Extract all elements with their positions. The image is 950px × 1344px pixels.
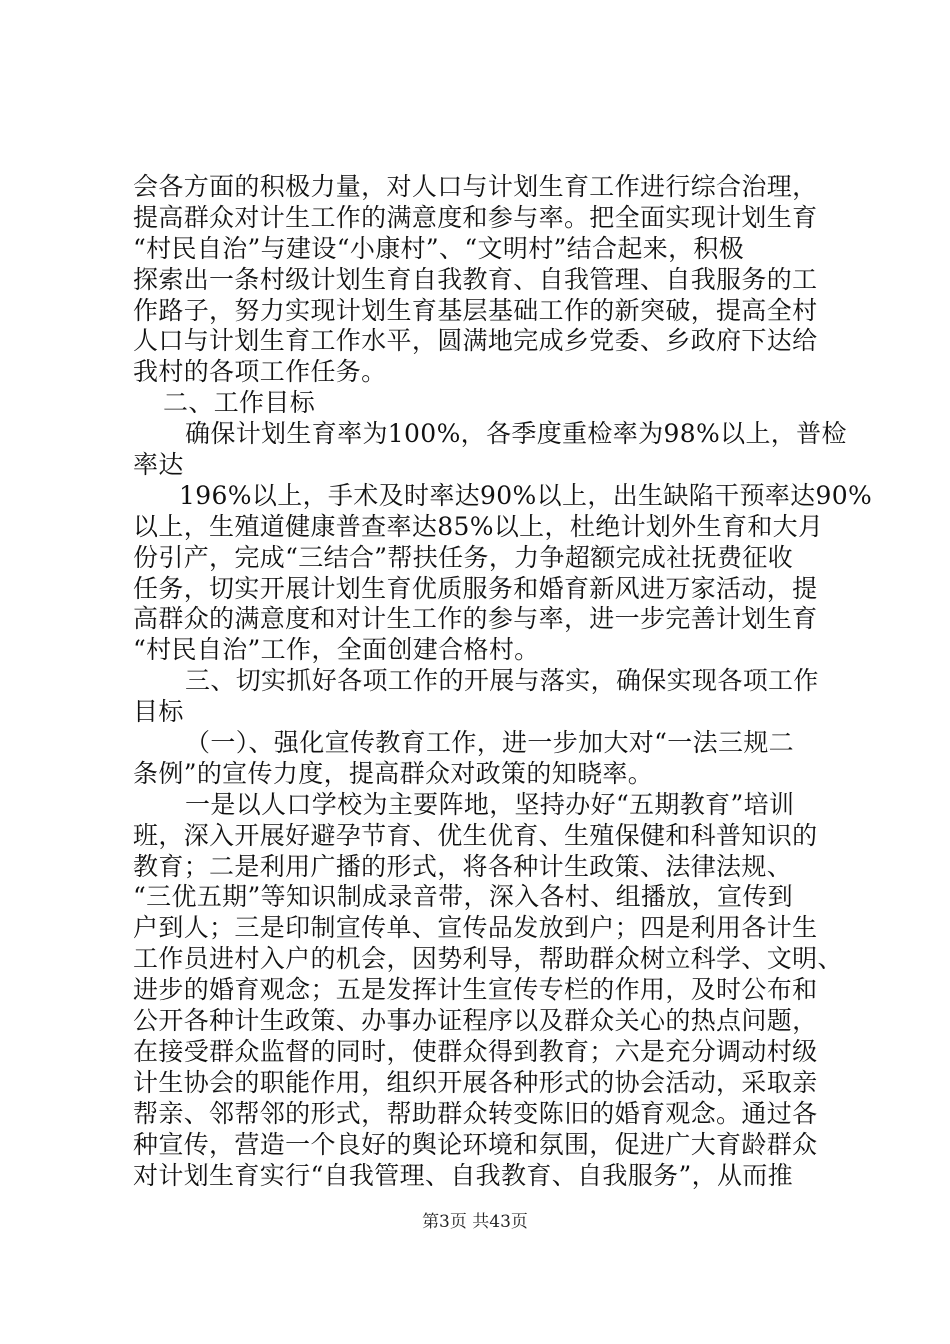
text-line: 计生协会的职能作用，组织开展各种形式的协会活动，采取亲 — [133, 1067, 818, 1097]
text-line: 二、工作目标 — [163, 388, 316, 418]
text-line: 教育；二是利用广播的形式，将各种计生政策、法律法规、 — [133, 851, 793, 881]
text-line: 人口与计划生育工作水平，圆满地完成乡党委、乡政府下达给 — [133, 326, 818, 356]
text-line: 进步的婚育观念；五是发挥计生宣传专栏的作用，及时公布和 — [133, 975, 818, 1005]
text-line: 以上，生殖道健康普查率达85%以上，杜绝计划外生育和大月 — [133, 511, 824, 541]
text-line: 份引产，完成“三结合”帮扶任务，力争超额完成社抚费征收 — [133, 542, 794, 572]
text-line: 条例”的宣传力度，提高群众对政策的知晓率。 — [133, 758, 654, 788]
text-line: 户到人；三是印制宣传单、宣传品发放到户；四是利用各计生 — [133, 913, 818, 943]
text-line: 目标 — [133, 697, 184, 727]
text-line: （一）、强化宣传教育工作，进一步加大对“一法三规二 — [185, 728, 795, 758]
text-line: 提高群众对计生工作的满意度和参与率。把全面实现计划生育 — [133, 202, 818, 232]
text-line: 公开各种计生政策、办事办证程序以及群众关心的热点问题， — [133, 1006, 818, 1036]
text-line: 种宣传，营造一个良好的舆论环境和氛围，促进广大育龄群众 — [133, 1129, 818, 1159]
text-line: 确保计划生育率为100%，各季度重检率为98%以上，普检 — [185, 419, 847, 449]
text-line: 会各方面的积极力量，对人口与计划生育工作进行综合治理， — [133, 172, 818, 201]
text-line: 高群众的满意度和对计生工作的参与率，进一步完善计划生育 — [133, 604, 818, 634]
text-line: 率达 — [133, 450, 184, 480]
text-line: “村民自治”工作，全面创建合格村。 — [133, 635, 540, 665]
text-line: 三、切实抓好各项工作的开展与落实，确保实现各项工作 — [185, 666, 819, 696]
text-line: 帮亲、邻帮邻的形式，帮助群众转变陈旧的婚育观念。通过各 — [133, 1098, 818, 1128]
text-line: 工作员进村入户的机会，因势利导，帮助群众树立科学、文明、 — [133, 944, 843, 974]
text-line: 一是以人口学校为主要阵地，坚持办好“五期教育”培训 — [185, 789, 795, 819]
document-body — [133, 172, 873, 1191]
text-line: 对计划生育实行“自我管理、自我教育、自我服务”，从而推 — [133, 1160, 794, 1190]
text-line: “村民自治”与建设“小康村”、“文明村”结合起来，积极 — [133, 233, 745, 263]
text-line: 任务，切实开展计划生育优质服务和婚育新风进万家活动，提 — [133, 573, 818, 603]
text-line: “三优五期”等知识制成录音带，深入各村、组播放，宣传到 — [133, 882, 794, 912]
text-line: 在接受群众监督的同时，使群众得到教育；六是充分调动村级 — [133, 1036, 818, 1066]
text-line: 196%以上，手术及时率达90%以上，出生缺陷干预率达90% — [179, 480, 873, 510]
text-line: 作路子，努力实现计划生育基层基础工作的新突破，提高全村 — [133, 295, 818, 325]
text-line: 我村的各项工作任务。 — [133, 357, 387, 387]
text-line: 班，深入开展好避孕节育、优生优育、生殖保健和科普知识的 — [133, 820, 818, 850]
page-footer: 第3页 共43页 — [422, 1212, 528, 1232]
text-line: 探索出一条村级计划生育自我教育、自我管理、自我服务的工 — [133, 264, 818, 294]
